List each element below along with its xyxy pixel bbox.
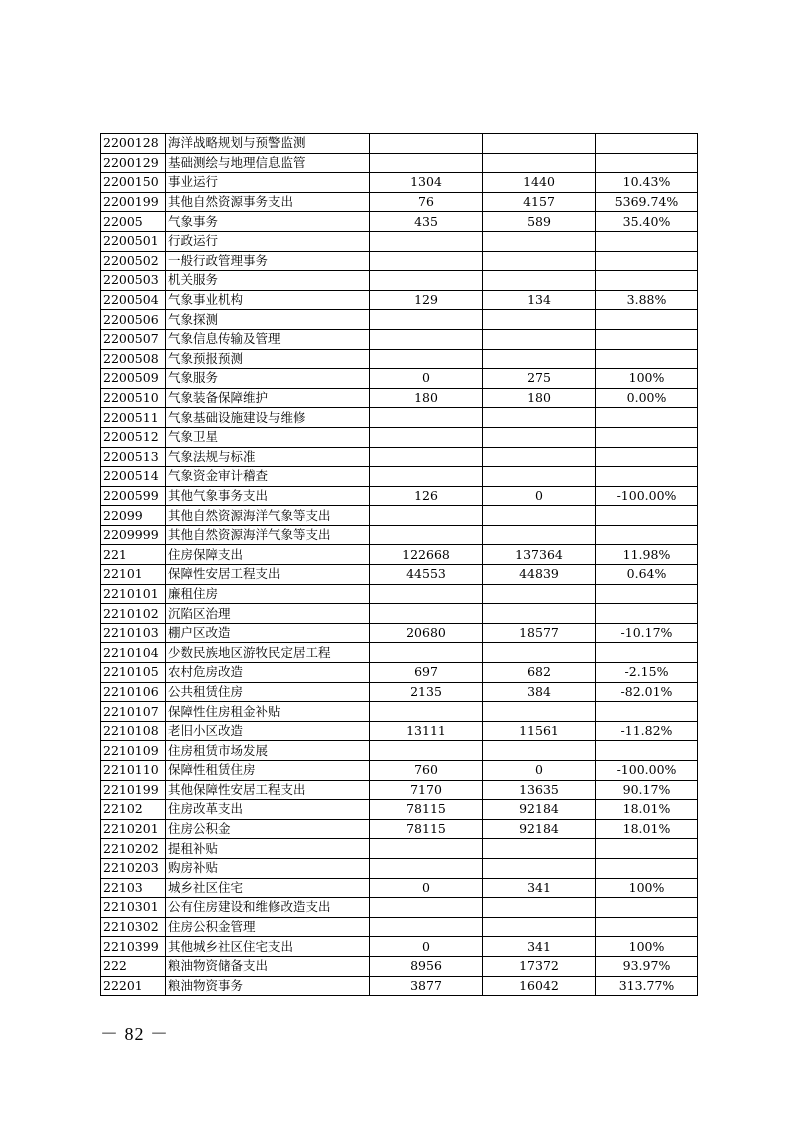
item-name-cell: 保障性安居工程支出 xyxy=(166,565,370,585)
item-name-cell: 事业运行 xyxy=(166,173,370,193)
item-name-cell: 住房租赁市场发展 xyxy=(166,741,370,761)
item-name-cell: 海洋战略规划与预警监测 xyxy=(166,134,370,154)
item-code-cell: 2200507 xyxy=(101,329,166,349)
item-name-cell: 粮油物资储备支出 xyxy=(166,956,370,976)
prev-year-amount-cell xyxy=(370,898,483,918)
prev-year-amount-cell: 0 xyxy=(370,878,483,898)
item-code-cell: 22103 xyxy=(101,878,166,898)
table-row xyxy=(101,917,698,937)
item-code-cell: 2210399 xyxy=(101,937,166,957)
current-year-amount-cell xyxy=(483,702,596,722)
prev-year-amount-cell: 44553 xyxy=(370,565,483,585)
item-name-cell: 其他保障性安居工程支出 xyxy=(166,780,370,800)
item-code-cell: 2210103 xyxy=(101,623,166,643)
change-percent-cell xyxy=(596,134,698,154)
item-code-cell: 2200509 xyxy=(101,369,166,389)
change-percent-cell: 18.01% xyxy=(596,819,698,839)
current-year-amount-cell xyxy=(483,329,596,349)
change-percent-cell xyxy=(596,584,698,604)
item-name-cell: 粮油物资事务 xyxy=(166,976,370,996)
prev-year-amount-cell xyxy=(370,858,483,878)
prev-year-amount-cell xyxy=(370,643,483,663)
item-code-cell: 2200504 xyxy=(101,290,166,310)
change-percent-cell: 0.00% xyxy=(596,388,698,408)
current-year-amount-cell: 92184 xyxy=(483,800,596,820)
table-row xyxy=(101,858,698,878)
current-year-amount-cell xyxy=(483,467,596,487)
item-name-cell: 一般行政管理事务 xyxy=(166,251,370,271)
table-row xyxy=(101,761,698,781)
item-name-cell: 提租补贴 xyxy=(166,839,370,859)
change-percent-cell xyxy=(596,329,698,349)
prev-year-amount-cell: 7170 xyxy=(370,780,483,800)
current-year-amount-cell: 384 xyxy=(483,682,596,702)
item-name-cell: 住房公积金 xyxy=(166,819,370,839)
item-code-cell: 2200501 xyxy=(101,231,166,251)
current-year-amount-cell: 4157 xyxy=(483,192,596,212)
item-code-cell: 221 xyxy=(101,545,166,565)
current-year-amount-cell: 0 xyxy=(483,761,596,781)
table-row xyxy=(101,153,698,173)
table-row xyxy=(101,329,698,349)
current-year-amount-cell: 341 xyxy=(483,878,596,898)
item-name-cell: 气象法规与标准 xyxy=(166,447,370,467)
item-name-cell: 其他城乡社区住宅支出 xyxy=(166,937,370,957)
change-percent-cell xyxy=(596,153,698,173)
prev-year-amount-cell: 78115 xyxy=(370,800,483,820)
change-percent-cell: 100% xyxy=(596,369,698,389)
prev-year-amount-cell: 126 xyxy=(370,486,483,506)
item-code-cell: 22099 xyxy=(101,506,166,526)
item-code-cell: 2210301 xyxy=(101,898,166,918)
budget-table xyxy=(100,133,698,996)
change-percent-cell: 18.01% xyxy=(596,800,698,820)
prev-year-amount-cell: 76 xyxy=(370,192,483,212)
current-year-amount-cell xyxy=(483,741,596,761)
item-name-cell: 沉陷区治理 xyxy=(166,604,370,624)
item-code-cell: 2210110 xyxy=(101,761,166,781)
change-percent-cell xyxy=(596,408,698,428)
table-row xyxy=(101,682,698,702)
item-name-cell: 气象资金审计稽查 xyxy=(166,467,370,487)
item-name-cell: 城乡社区住宅 xyxy=(166,878,370,898)
table-row xyxy=(101,192,698,212)
prev-year-amount-cell: 2135 xyxy=(370,682,483,702)
change-percent-cell xyxy=(596,858,698,878)
item-name-cell: 购房补贴 xyxy=(166,858,370,878)
item-name-cell: 行政运行 xyxy=(166,231,370,251)
item-name-cell: 其他气象事务支出 xyxy=(166,486,370,506)
prev-year-amount-cell: 8956 xyxy=(370,956,483,976)
item-code-cell: 2200129 xyxy=(101,153,166,173)
item-name-cell: 农村危房改造 xyxy=(166,663,370,683)
prev-year-amount-cell: 20680 xyxy=(370,623,483,643)
table-row xyxy=(101,506,698,526)
prev-year-amount-cell: 0 xyxy=(370,369,483,389)
table-row xyxy=(101,976,698,996)
item-name-cell: 气象探测 xyxy=(166,310,370,330)
item-code-cell: 2210102 xyxy=(101,604,166,624)
item-code-cell: 2210199 xyxy=(101,780,166,800)
item-code-cell: 2210106 xyxy=(101,682,166,702)
item-name-cell: 保障性住房租金补贴 xyxy=(166,702,370,722)
prev-year-amount-cell: 0 xyxy=(370,937,483,957)
prev-year-amount-cell: 3877 xyxy=(370,976,483,996)
current-year-amount-cell xyxy=(483,506,596,526)
table-row xyxy=(101,525,698,545)
prev-year-amount-cell: 760 xyxy=(370,761,483,781)
current-year-amount-cell: 341 xyxy=(483,937,596,957)
item-code-cell: 2210203 xyxy=(101,858,166,878)
current-year-amount-cell: 275 xyxy=(483,369,596,389)
prev-year-amount-cell xyxy=(370,251,483,271)
change-percent-cell: -11.82% xyxy=(596,721,698,741)
current-year-amount-cell xyxy=(483,408,596,428)
table-row xyxy=(101,427,698,447)
change-percent-cell: 10.43% xyxy=(596,173,698,193)
change-percent-cell xyxy=(596,231,698,251)
current-year-amount-cell xyxy=(483,310,596,330)
current-year-amount-cell: 13635 xyxy=(483,780,596,800)
change-percent-cell: 5369.74% xyxy=(596,192,698,212)
item-code-cell: 2210107 xyxy=(101,702,166,722)
change-percent-cell: -82.01% xyxy=(596,682,698,702)
prev-year-amount-cell xyxy=(370,271,483,291)
prev-year-amount-cell xyxy=(370,310,483,330)
prev-year-amount-cell xyxy=(370,153,483,173)
prev-year-amount-cell: 1304 xyxy=(370,173,483,193)
table-row xyxy=(101,878,698,898)
item-code-cell: 2200513 xyxy=(101,447,166,467)
table-row xyxy=(101,447,698,467)
item-code-cell: 2210302 xyxy=(101,917,166,937)
table-row xyxy=(101,310,698,330)
item-code-cell: 2210101 xyxy=(101,584,166,604)
change-percent-cell: 35.40% xyxy=(596,212,698,232)
prev-year-amount-cell xyxy=(370,702,483,722)
change-percent-cell: 100% xyxy=(596,937,698,957)
table-row xyxy=(101,956,698,976)
prev-year-amount-cell xyxy=(370,349,483,369)
change-percent-cell xyxy=(596,604,698,624)
change-percent-cell xyxy=(596,271,698,291)
table-row xyxy=(101,545,698,565)
current-year-amount-cell: 180 xyxy=(483,388,596,408)
current-year-amount-cell xyxy=(483,858,596,878)
change-percent-cell: 3.88% xyxy=(596,290,698,310)
current-year-amount-cell xyxy=(483,604,596,624)
change-percent-cell: -100.00% xyxy=(596,761,698,781)
current-year-amount-cell: 589 xyxy=(483,212,596,232)
current-year-amount-cell xyxy=(483,917,596,937)
change-percent-cell: 11.98% xyxy=(596,545,698,565)
item-code-cell: 22201 xyxy=(101,976,166,996)
table-row xyxy=(101,623,698,643)
current-year-amount-cell xyxy=(483,427,596,447)
current-year-amount-cell xyxy=(483,447,596,467)
prev-year-amount-cell xyxy=(370,584,483,604)
item-name-cell: 住房公积金管理 xyxy=(166,917,370,937)
prev-year-amount-cell xyxy=(370,408,483,428)
item-name-cell: 公有住房建设和维修改造支出 xyxy=(166,898,370,918)
table-row xyxy=(101,819,698,839)
table-row xyxy=(101,290,698,310)
prev-year-amount-cell xyxy=(370,231,483,251)
current-year-amount-cell: 17372 xyxy=(483,956,596,976)
item-code-cell: 2200150 xyxy=(101,173,166,193)
prev-year-amount-cell: 435 xyxy=(370,212,483,232)
change-percent-cell: 93.97% xyxy=(596,956,698,976)
table-row xyxy=(101,173,698,193)
prev-year-amount-cell: 697 xyxy=(370,663,483,683)
item-name-cell: 公共租赁住房 xyxy=(166,682,370,702)
change-percent-cell: 313.77% xyxy=(596,976,698,996)
current-year-amount-cell xyxy=(483,251,596,271)
table-row xyxy=(101,937,698,957)
change-percent-cell xyxy=(596,917,698,937)
item-code-cell: 2210201 xyxy=(101,819,166,839)
item-name-cell: 机关服务 xyxy=(166,271,370,291)
change-percent-cell xyxy=(596,349,698,369)
table-row xyxy=(101,565,698,585)
current-year-amount-cell: 137364 xyxy=(483,545,596,565)
change-percent-cell xyxy=(596,525,698,545)
item-name-cell: 住房保障支出 xyxy=(166,545,370,565)
prev-year-amount-cell: 122668 xyxy=(370,545,483,565)
prev-year-amount-cell xyxy=(370,839,483,859)
change-percent-cell: 0.64% xyxy=(596,565,698,585)
item-code-cell: 2200502 xyxy=(101,251,166,271)
table-row xyxy=(101,741,698,761)
table-row xyxy=(101,271,698,291)
item-name-cell: 气象服务 xyxy=(166,369,370,389)
item-code-cell: 2210104 xyxy=(101,643,166,663)
current-year-amount-cell: 0 xyxy=(483,486,596,506)
prev-year-amount-cell xyxy=(370,427,483,447)
prev-year-amount-cell xyxy=(370,525,483,545)
item-code-cell: 222 xyxy=(101,956,166,976)
current-year-amount-cell: 44839 xyxy=(483,565,596,585)
current-year-amount-cell: 16042 xyxy=(483,976,596,996)
item-name-cell: 其他自然资源海洋气象等支出 xyxy=(166,506,370,526)
item-code-cell: 22101 xyxy=(101,565,166,585)
current-year-amount-cell xyxy=(483,584,596,604)
change-percent-cell xyxy=(596,467,698,487)
item-name-cell: 气象信息传输及管理 xyxy=(166,329,370,349)
item-code-cell: 2210202 xyxy=(101,839,166,859)
item-name-cell: 气象事业机构 xyxy=(166,290,370,310)
page-number: － 82 － xyxy=(100,1024,169,1044)
current-year-amount-cell xyxy=(483,643,596,663)
change-percent-cell xyxy=(596,702,698,722)
current-year-amount-cell: 682 xyxy=(483,663,596,683)
item-code-cell: 2210109 xyxy=(101,741,166,761)
item-name-cell: 气象基础设施建设与维修 xyxy=(166,408,370,428)
prev-year-amount-cell xyxy=(370,506,483,526)
change-percent-cell xyxy=(596,251,698,271)
item-code-cell: 2200511 xyxy=(101,408,166,428)
prev-year-amount-cell xyxy=(370,604,483,624)
change-percent-cell: -10.17% xyxy=(596,623,698,643)
prev-year-amount-cell xyxy=(370,467,483,487)
item-code-cell: 22005 xyxy=(101,212,166,232)
prev-year-amount-cell: 180 xyxy=(370,388,483,408)
change-percent-cell: 90.17% xyxy=(596,780,698,800)
table-row xyxy=(101,643,698,663)
change-percent-cell xyxy=(596,898,698,918)
change-percent-cell xyxy=(596,741,698,761)
item-code-cell: 2200599 xyxy=(101,486,166,506)
item-code-cell: 2209999 xyxy=(101,525,166,545)
current-year-amount-cell: 134 xyxy=(483,290,596,310)
table-row xyxy=(101,467,698,487)
prev-year-amount-cell: 129 xyxy=(370,290,483,310)
table-row xyxy=(101,721,698,741)
prev-year-amount-cell: 13111 xyxy=(370,721,483,741)
current-year-amount-cell xyxy=(483,839,596,859)
item-name-cell: 气象卫星 xyxy=(166,427,370,447)
prev-year-amount-cell xyxy=(370,917,483,937)
item-name-cell: 气象预报预测 xyxy=(166,349,370,369)
table-row xyxy=(101,663,698,683)
table-row xyxy=(101,800,698,820)
item-name-cell: 少数民族地区游牧民定居工程 xyxy=(166,643,370,663)
current-year-amount-cell xyxy=(483,134,596,154)
current-year-amount-cell xyxy=(483,349,596,369)
item-code-cell: 2200514 xyxy=(101,467,166,487)
item-code-cell: 2200510 xyxy=(101,388,166,408)
item-name-cell: 老旧小区改造 xyxy=(166,721,370,741)
prev-year-amount-cell xyxy=(370,741,483,761)
current-year-amount-cell xyxy=(483,271,596,291)
table-row xyxy=(101,408,698,428)
table-row xyxy=(101,212,698,232)
table-row xyxy=(101,702,698,722)
table-row xyxy=(101,388,698,408)
item-name-cell: 基础测绘与地理信息监管 xyxy=(166,153,370,173)
change-percent-cell: -2.15% xyxy=(596,663,698,683)
current-year-amount-cell xyxy=(483,231,596,251)
item-name-cell: 其他自然资源海洋气象等支出 xyxy=(166,525,370,545)
change-percent-cell xyxy=(596,506,698,526)
table-row xyxy=(101,349,698,369)
table-row xyxy=(101,780,698,800)
current-year-amount-cell xyxy=(483,153,596,173)
item-name-cell: 其他自然资源事务支出 xyxy=(166,192,370,212)
table-row xyxy=(101,839,698,859)
item-name-cell: 保障性租赁住房 xyxy=(166,761,370,781)
change-percent-cell: -100.00% xyxy=(596,486,698,506)
item-code-cell: 2200512 xyxy=(101,427,166,447)
current-year-amount-cell: 11561 xyxy=(483,721,596,741)
table-row xyxy=(101,898,698,918)
item-code-cell: 2210108 xyxy=(101,721,166,741)
budget-table-body xyxy=(101,134,698,996)
item-name-cell: 气象事务 xyxy=(166,212,370,232)
item-code-cell: 2200128 xyxy=(101,134,166,154)
item-name-cell: 廉租住房 xyxy=(166,584,370,604)
change-percent-cell xyxy=(596,427,698,447)
prev-year-amount-cell: 78115 xyxy=(370,819,483,839)
change-percent-cell xyxy=(596,643,698,663)
prev-year-amount-cell xyxy=(370,447,483,467)
current-year-amount-cell: 92184 xyxy=(483,819,596,839)
change-percent-cell xyxy=(596,839,698,859)
table-row xyxy=(101,584,698,604)
item-code-cell: 2200503 xyxy=(101,271,166,291)
table-row xyxy=(101,486,698,506)
item-name-cell: 住房改革支出 xyxy=(166,800,370,820)
current-year-amount-cell: 18577 xyxy=(483,623,596,643)
item-name-cell: 棚户区改造 xyxy=(166,623,370,643)
prev-year-amount-cell xyxy=(370,329,483,349)
current-year-amount-cell: 1440 xyxy=(483,173,596,193)
table-row xyxy=(101,231,698,251)
item-code-cell: 2200508 xyxy=(101,349,166,369)
table-row xyxy=(101,604,698,624)
item-code-cell: 22102 xyxy=(101,800,166,820)
item-code-cell: 2200199 xyxy=(101,192,166,212)
change-percent-cell xyxy=(596,310,698,330)
change-percent-cell xyxy=(596,447,698,467)
table-row xyxy=(101,134,698,154)
item-name-cell: 气象装备保障维护 xyxy=(166,388,370,408)
prev-year-amount-cell xyxy=(370,134,483,154)
table-row xyxy=(101,369,698,389)
item-code-cell: 2210105 xyxy=(101,663,166,683)
item-code-cell: 2200506 xyxy=(101,310,166,330)
change-percent-cell: 100% xyxy=(596,878,698,898)
current-year-amount-cell xyxy=(483,898,596,918)
table-row xyxy=(101,251,698,271)
current-year-amount-cell xyxy=(483,525,596,545)
